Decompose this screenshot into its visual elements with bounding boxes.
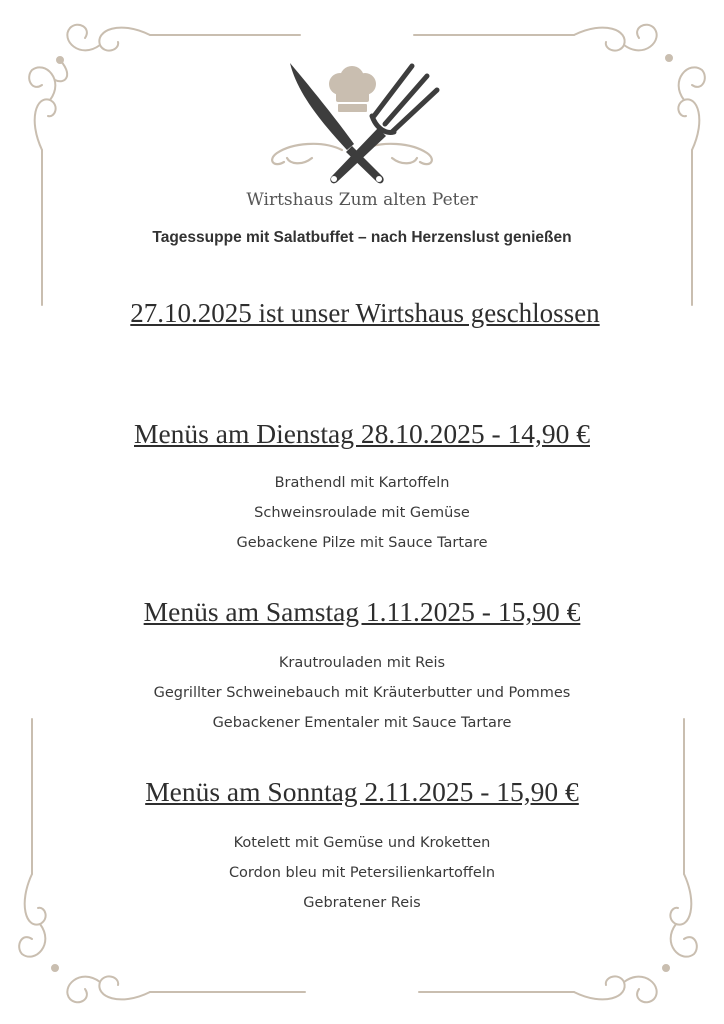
menu-item: Schweinsroulade mit Gemüse xyxy=(254,505,470,521)
menu-item: Gebackene Pilze mit Sauce Tartare xyxy=(236,535,488,551)
corner-ornament-top-right xyxy=(414,25,705,305)
menu-title-saturday: Menüs am Samstag 1.11.2025 - 15,90 € xyxy=(143,596,581,627)
menu-item: Brathendl mit Kartoffeln xyxy=(274,475,450,491)
restaurant-name: Wirtshaus Zum alten Peter xyxy=(246,190,478,210)
menu-items-tuesday xyxy=(0,468,724,558)
menu-item: Kotelett mit Gemüse und Kroketten xyxy=(233,835,491,851)
menu-items-saturday xyxy=(0,648,724,738)
menu-title-sunday: Menüs am Sonntag 2.11.2025 - 15,90 € xyxy=(145,776,579,807)
menu-item: Krautrouladen mit Reis xyxy=(278,655,446,671)
closure-notice: 27.10.2025 ist unser Wirtshaus geschlossen xyxy=(130,298,600,328)
menu-item: Gebratener Reis xyxy=(303,895,421,911)
menu-items-sunday xyxy=(0,828,724,918)
menu-item: Gebackener Ementaler mit Sauce Tartare xyxy=(212,715,512,731)
tagline: Tagessuppe mit Salatbuffet – nach Herzenslust genießen xyxy=(152,229,572,246)
menu-title-tuesday: Menüs am Dienstag 28.10.2025 - 14,90 € xyxy=(134,418,590,449)
menu-item: Gegrillter Schweinebauch mit Kräuterbutter und Pommes xyxy=(153,685,571,701)
chef-hat-crossed-knife-fork-icon xyxy=(252,58,452,198)
menu-item: Cordon bleu mit Petersilienkartoffeln xyxy=(228,865,496,881)
